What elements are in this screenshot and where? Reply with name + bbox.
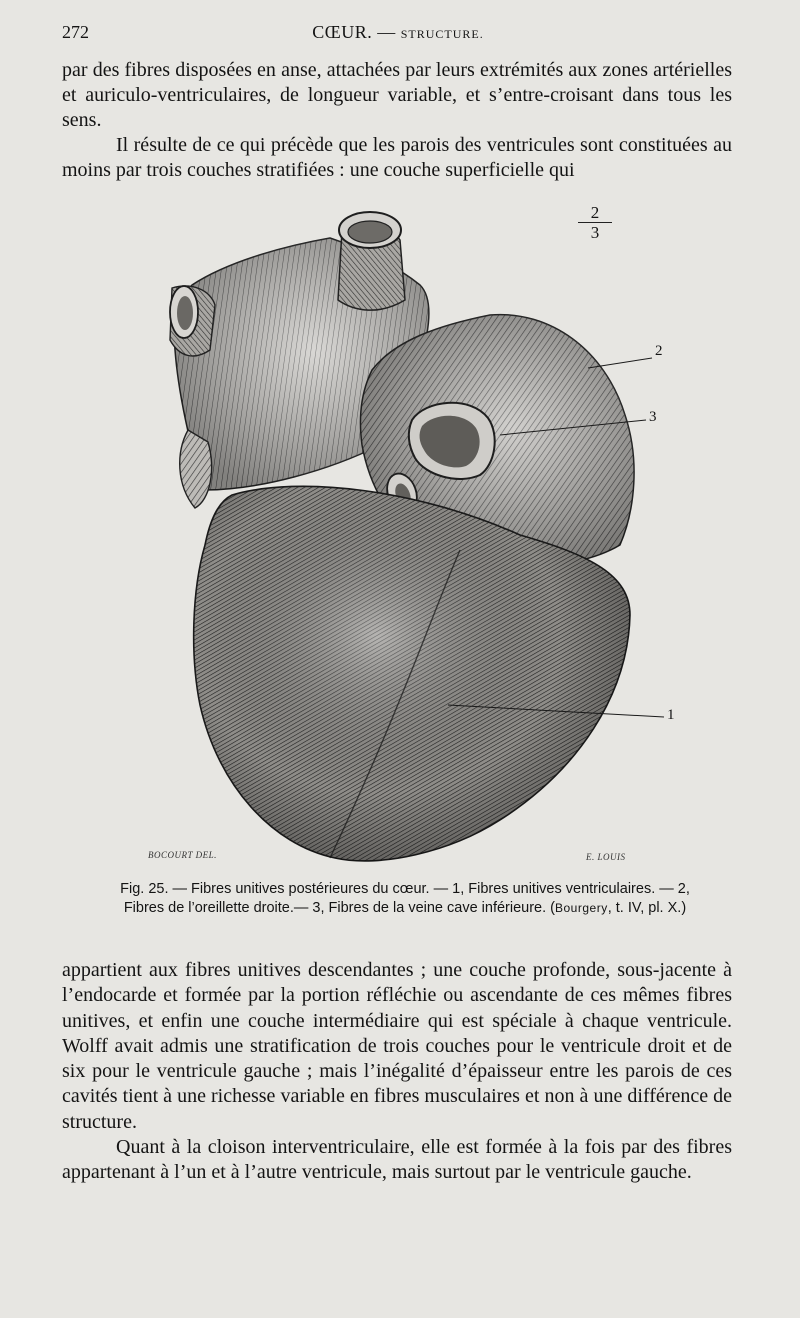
caption-line-2	[60, 899, 750, 918]
caption-line-1: Fig. 25. — Fibres unitives postérieures du cœur. — 1, Fibres unitives ventriculaires. — 2,	[120, 881, 690, 897]
running-head	[62, 22, 734, 48]
engraver-signature-right: E. LOUIS	[586, 852, 626, 862]
superior-vena-cava	[338, 212, 405, 310]
figure-label-3: 3	[649, 409, 657, 425]
paragraph-layers: Il résulte de ce qui précède que les parois des ventricules sont constituées au moins par trois couches stratifiées : une couche superficielle qui	[62, 134, 732, 181]
caption-author: Bourgery	[555, 901, 608, 915]
running-title-main: CŒUR. —	[312, 22, 396, 42]
text-block-top	[62, 58, 732, 183]
caption-line-2-prefix: Fibres de l’oreillette droite.— 3, Fibres de la veine cave inférieure. (	[123, 900, 555, 916]
heart-engraving	[0, 190, 800, 880]
running-title	[62, 22, 734, 43]
paragraph-descending-fibres: appartient aux fibres unitives descendantes ; une couche profonde, sous-jacente à l’endocarde et formée par la portion réfléchie ou ascendante de ces mêmes fibres unitives, et enfin une couche intermédiaire qui est spéciale à chaque ventricule. Wolff avait admis une stratification de trois couches pour le ventricule droit et de six pour le ventricule gauche ; mais l’inégalité d’épaisseur entre les parois de ces cavités tient à une richesse variable en fibres musculaires et non à une différence de structure.	[62, 959, 732, 1133]
figure-caption	[60, 880, 750, 918]
scale-denominator: 3	[590, 223, 600, 242]
text-block-bottom	[62, 958, 732, 1186]
running-title-sub: STRUCTURE.	[400, 27, 484, 41]
page-number: 272	[62, 22, 89, 42]
pulmonary-vein-stump	[170, 286, 215, 356]
caption-line-2-suffix: , t. IV, pl. X.)	[607, 900, 687, 916]
paragraph-septum: Quant à la cloison interventriculaire, elle est formée à la fois par des fibres appartenant à l’un et à l’autre ventricule, mais surtout par le ventricule gauche.	[62, 1136, 732, 1184]
left-atrial-appendage	[180, 430, 212, 508]
scale-numerator: 2	[590, 203, 600, 222]
figure-label-1: 1	[667, 707, 675, 723]
engraver-signature-left: BOCOURT DEL.	[148, 850, 217, 860]
figure-label-2: 2	[655, 343, 663, 359]
paragraph-continued: par des fibres disposées en anse, attachées par leurs extrémités aux zones artérielles et auriculo-ventriculaires, de longueur variable, et s’entre-croisant dans tous les sens.	[62, 59, 732, 131]
